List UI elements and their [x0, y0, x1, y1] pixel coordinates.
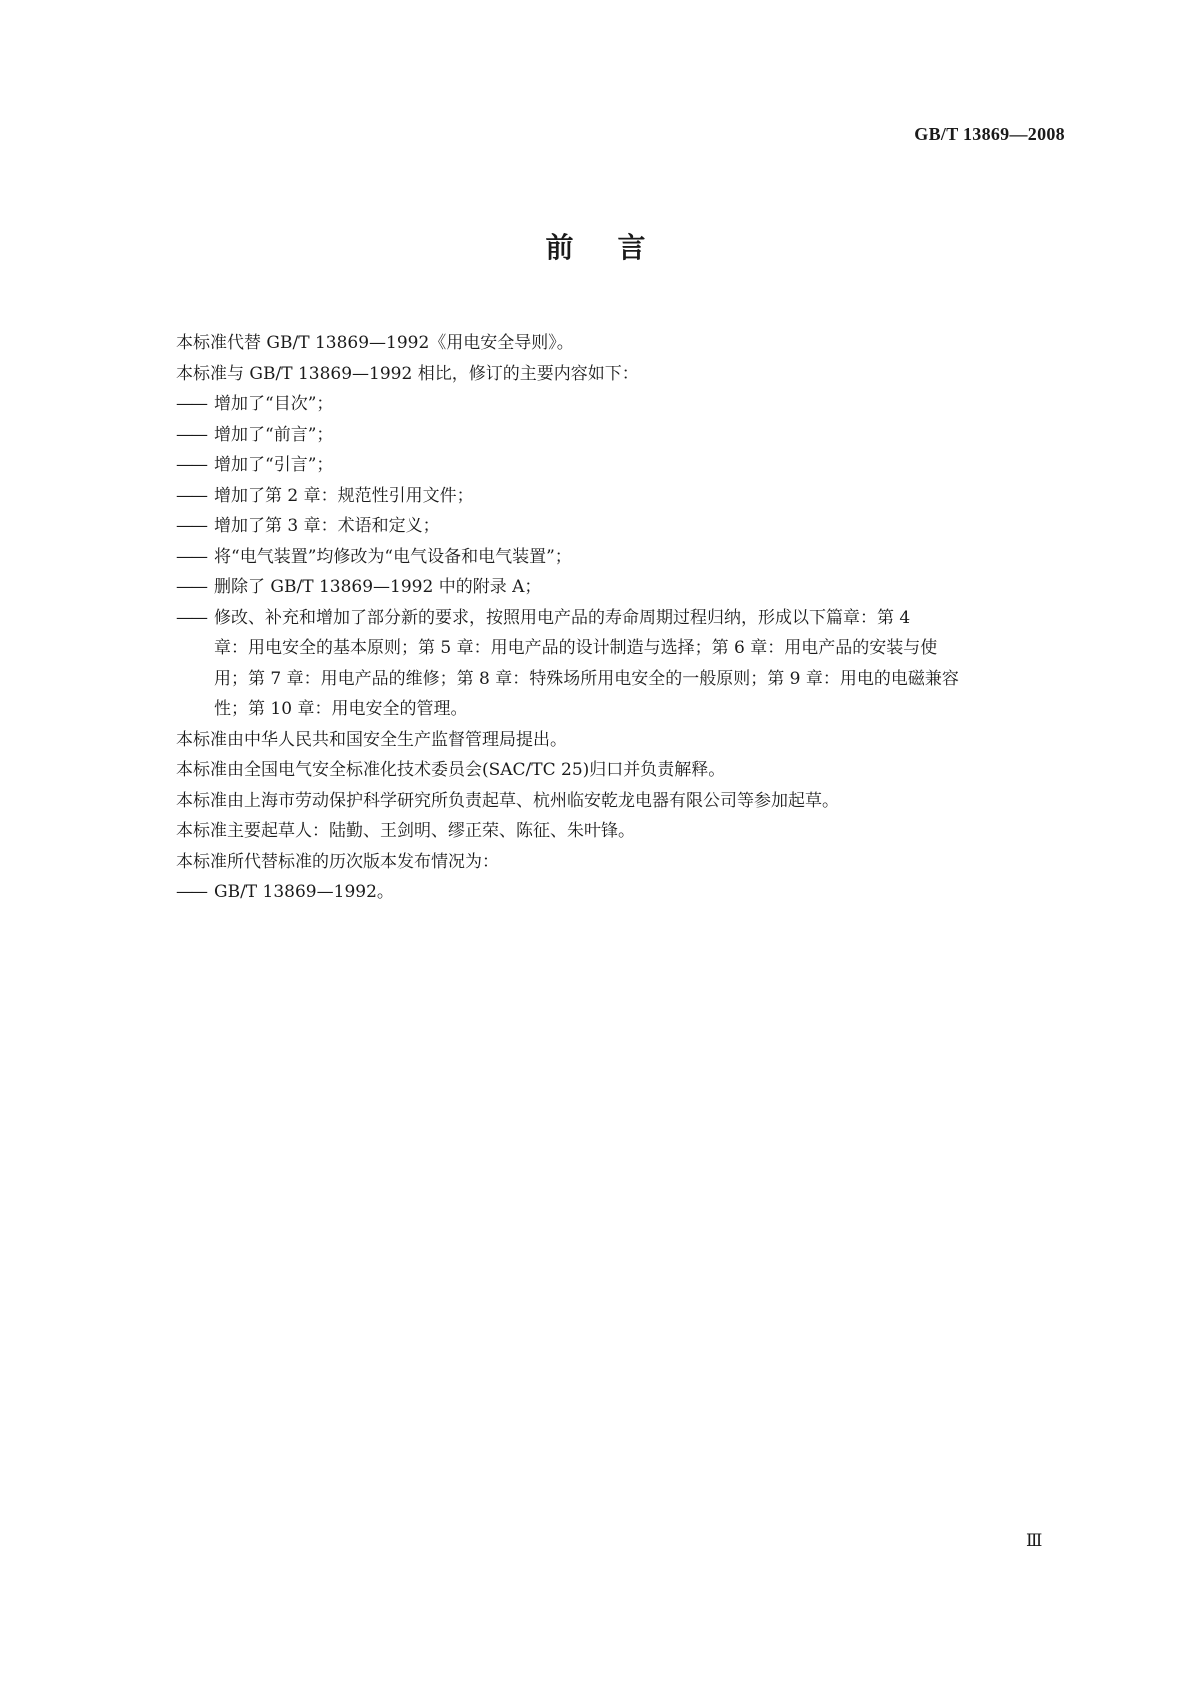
list-item-text: GB/T 13869—1992。 [214, 882, 394, 902]
list-item-line: 修改、补充和增加了部分新的要求，按照用电产品的寿命周期过程归纳，形成以下篇章：第 4 [214, 607, 911, 628]
dash-marker: —— [176, 424, 206, 445]
list-item [176, 420, 1056, 451]
foreword-body [176, 328, 1056, 908]
paragraph-drafting-org: 本标准由上海市劳动保护科学研究所负责起草、杭州临安乾龙电器有限公司等参加起草。 [176, 790, 839, 811]
list-item [176, 481, 1056, 512]
dash-marker: —— [176, 485, 206, 506]
paragraph-history-intro: 本标准所代替标准的历次版本发布情况为： [176, 851, 499, 872]
list-item-text: 增加了“前言”； [214, 424, 334, 445]
paragraph-changes-intro: 本标准与 GB/T 13869—1992 相比，修订的主要内容如下： [176, 363, 639, 384]
paragraph-proposer: 本标准由中华人民共和国安全生产监督管理局提出。 [176, 729, 567, 750]
list-item-text: 增加了第 3 章：术语和定义； [214, 516, 440, 536]
dash-marker: —— [176, 455, 206, 475]
list-item-text-block [214, 603, 1056, 725]
dash-marker: —— [176, 882, 206, 902]
list-item [176, 542, 1056, 573]
standard-code: GB/T 13869—2008 [914, 124, 1065, 144]
dash-marker: —— [176, 516, 206, 536]
list-item [176, 389, 1056, 420]
dash-marker: —— [176, 577, 206, 597]
list-item [176, 511, 1056, 542]
dash-marker: —— [176, 607, 206, 628]
paragraph-committee: 本标准由全国电气安全标准化技术委员会(SAC/TC 25)归口并负责解释。 [176, 760, 726, 780]
list-item [176, 877, 1056, 908]
paragraph-drafters: 本标准主要起草人：陆勤、王剑明、缪正荣、陈征、朱叶锋。 [176, 821, 635, 841]
list-item-text: 将“电气装置”均修改为“电气设备和电气装置”； [214, 546, 572, 567]
list-item-text: 增加了“引言”； [214, 455, 334, 475]
list-item-text: 增加了第 2 章：规范性引用文件； [214, 485, 474, 506]
list-item-text: 增加了“目次”； [214, 394, 334, 414]
list-item-text: 删除了 GB/T 13869—1992 中的附录 A； [214, 577, 542, 597]
page-number: Ⅲ [1026, 1531, 1043, 1550]
list-item [176, 572, 1056, 603]
list-item-multiline [176, 603, 1056, 725]
list-item-line: 性；第 10 章：用电安全的管理。 [214, 699, 468, 719]
dash-marker: —— [176, 394, 206, 414]
list-item-line: 用；第 7 章：用电产品的维修；第 8 章：特殊场所用电安全的一般原则；第 9 章：用电的电磁兼容 [214, 668, 959, 689]
dash-marker: —— [176, 546, 206, 567]
list-item [176, 450, 1056, 481]
list-item-line: 章：用电安全的基本原则；第 5 章：用电产品的设计制造与选择；第 6 章：用电产品的安装与使 [214, 638, 938, 658]
paragraph-replaces: 本标准代替 GB/T 13869—1992《用电安全导则》。 [176, 333, 574, 353]
page-title: 前言 [545, 231, 690, 264]
